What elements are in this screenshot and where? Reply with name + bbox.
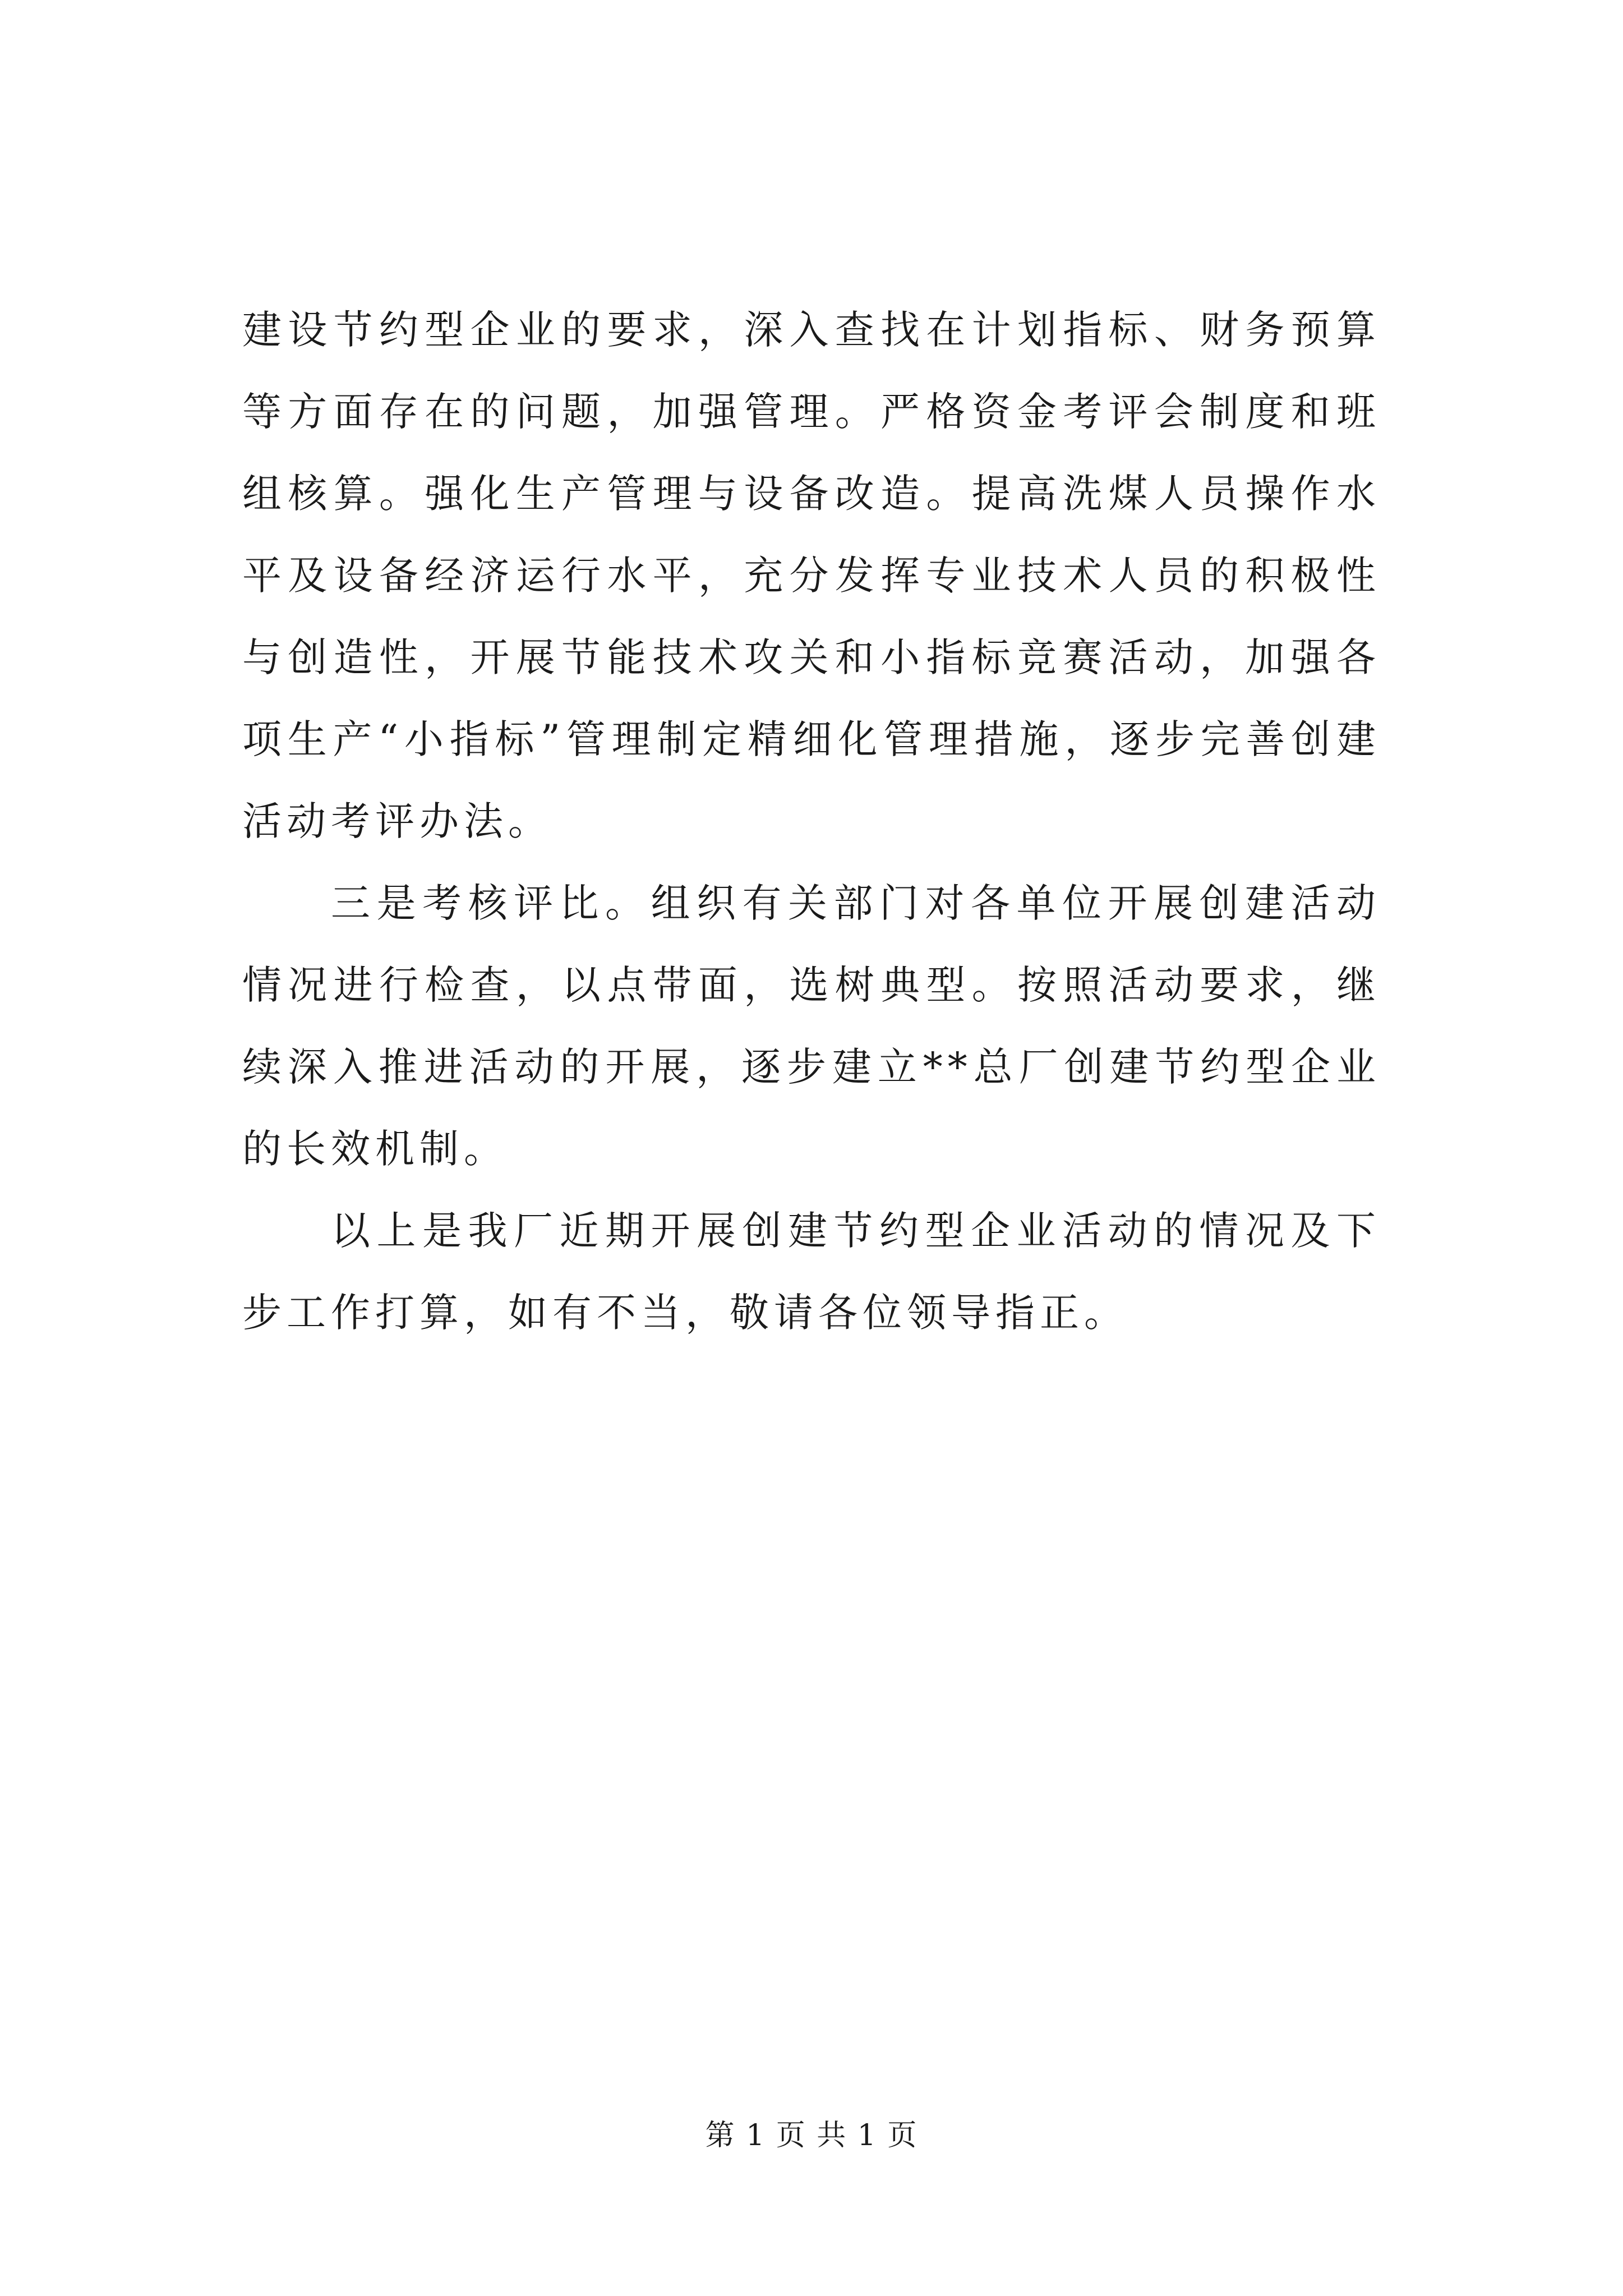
paragraph-continuation: 建设节约型企业的要求，深入查找在计划指标、财务预算等方面存在的问题，加强管理。严格资金考评会制度和班组核算。强化生产管理与设备改造。提高洗煤人员操作水平及设备经济运行水平，充分发挥专业技术人员的积极性与创造性，开展节能技术攻关和小指标竞赛活动，加强各项生产“小指标”管理制定精细化管理措施，逐步完善创建活动考评办法。	[242, 307, 1381, 844]
page-number-footer: 第 1 页 共 1 页	[705, 2119, 918, 2152]
document-body	[242, 289, 1381, 1354]
paragraph-assessment: 三是考核评比。组织有关部门对各单位开展创建活动情况进行检查，以点带面，选树典型。按照活动要求，继续深入推进活动的开展，逐步建立**总厂创建节约型企业的长效机制。	[242, 880, 1381, 1172]
paragraph-closing: 以上是我厂近期开展创建节约型企业活动的情况及下步工作打算，如有不当，敬请各位领导指正。	[242, 1208, 1381, 1336]
